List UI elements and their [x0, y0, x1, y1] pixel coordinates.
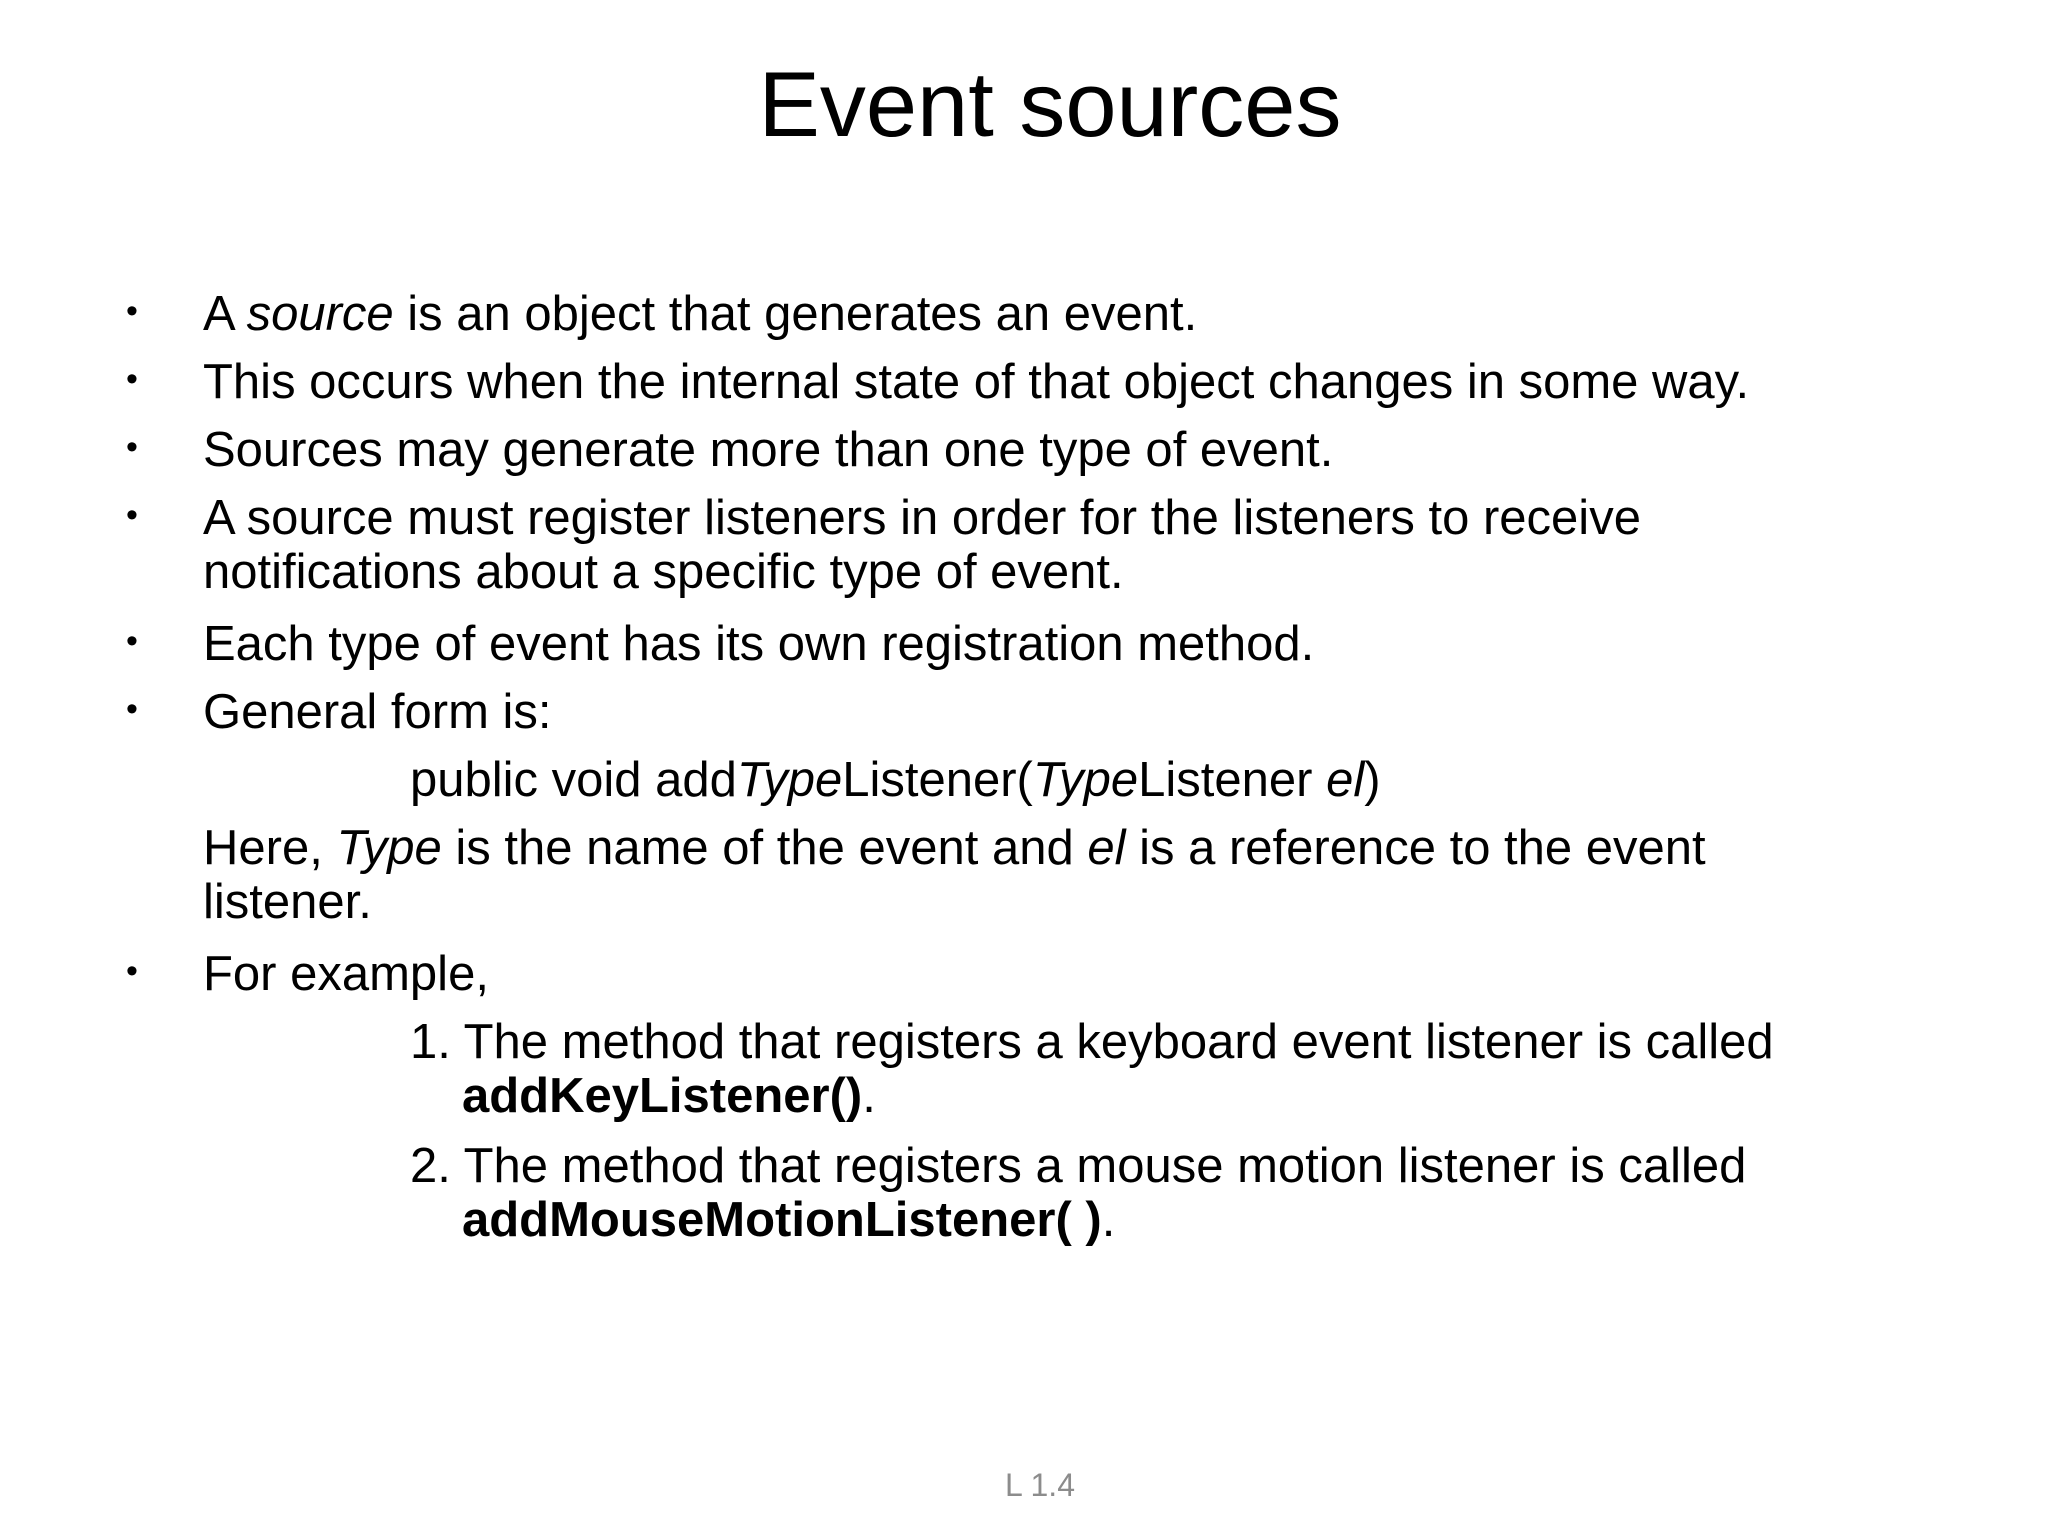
bullet-marker: • [126, 496, 138, 534]
example-2-line1: 2. The method that registers a mouse motion listener is called [410, 1139, 1747, 1193]
slide-title: Event sources [758, 54, 1342, 156]
emphasis-source: source [246, 287, 394, 341]
method-name-addkeylistener: addKeyListener() [462, 1069, 863, 1123]
text-run: is a reference to the event [1125, 821, 1706, 875]
bullet-item-for-example: For example, [203, 947, 489, 1001]
bullet-item-source-definition [203, 287, 1197, 341]
bullet-item-register-listeners-line1: A source must register listeners in order for the listeners to receive [203, 491, 1641, 545]
bullet-item-register-listeners-line2: notifications about a specific type of event. [203, 545, 1124, 599]
text-run: Listener( [842, 753, 1033, 807]
bullet-item-general-form: General form is: [203, 685, 552, 739]
emphasis-type: Type [336, 821, 442, 875]
emphasis-el: el [1326, 753, 1365, 807]
explanation-line1 [203, 821, 1706, 875]
example-1-line2 [462, 1069, 876, 1123]
bullet-item-state-change: This occurs when the internal state of that object changes in some way. [203, 355, 1750, 409]
text-run: is an object that generates an event. [393, 287, 1198, 341]
emphasis-type: Type [736, 753, 843, 807]
bullet-marker: • [126, 360, 138, 398]
text-run: ) [1364, 753, 1381, 807]
bullet-marker: • [126, 622, 138, 660]
text-run: A [203, 287, 247, 341]
bullet-marker: • [126, 292, 138, 330]
example-1-line1: 1. The method that registers a keyboard event listener is called [410, 1015, 1774, 1069]
text-run: . [1101, 1193, 1116, 1247]
bullet-marker: • [126, 690, 138, 728]
bullet-marker: • [126, 952, 138, 990]
method-name-addmousemotionlistener: addMouseMotionListener( ) [462, 1193, 1102, 1247]
text-run: is the name of the event and [441, 821, 1088, 875]
emphasis-el: el [1087, 821, 1126, 875]
bullet-item-multiple-types: Sources may generate more than one type of event. [203, 423, 1334, 477]
emphasis-type: Type [1032, 753, 1139, 807]
bullet-marker: • [126, 428, 138, 466]
text-run: Here, [203, 821, 337, 875]
text-run: public void add [410, 753, 737, 807]
bullet-item-registration-method: Each type of event has its own registration method. [203, 617, 1315, 671]
slide-number-label: L 1.4 [1005, 1467, 1075, 1503]
code-signature [410, 753, 1381, 807]
example-2-line2 [462, 1193, 1115, 1247]
text-run: . [862, 1069, 876, 1123]
explanation-line2: listener. [203, 875, 372, 929]
text-run: Listener [1138, 753, 1327, 807]
